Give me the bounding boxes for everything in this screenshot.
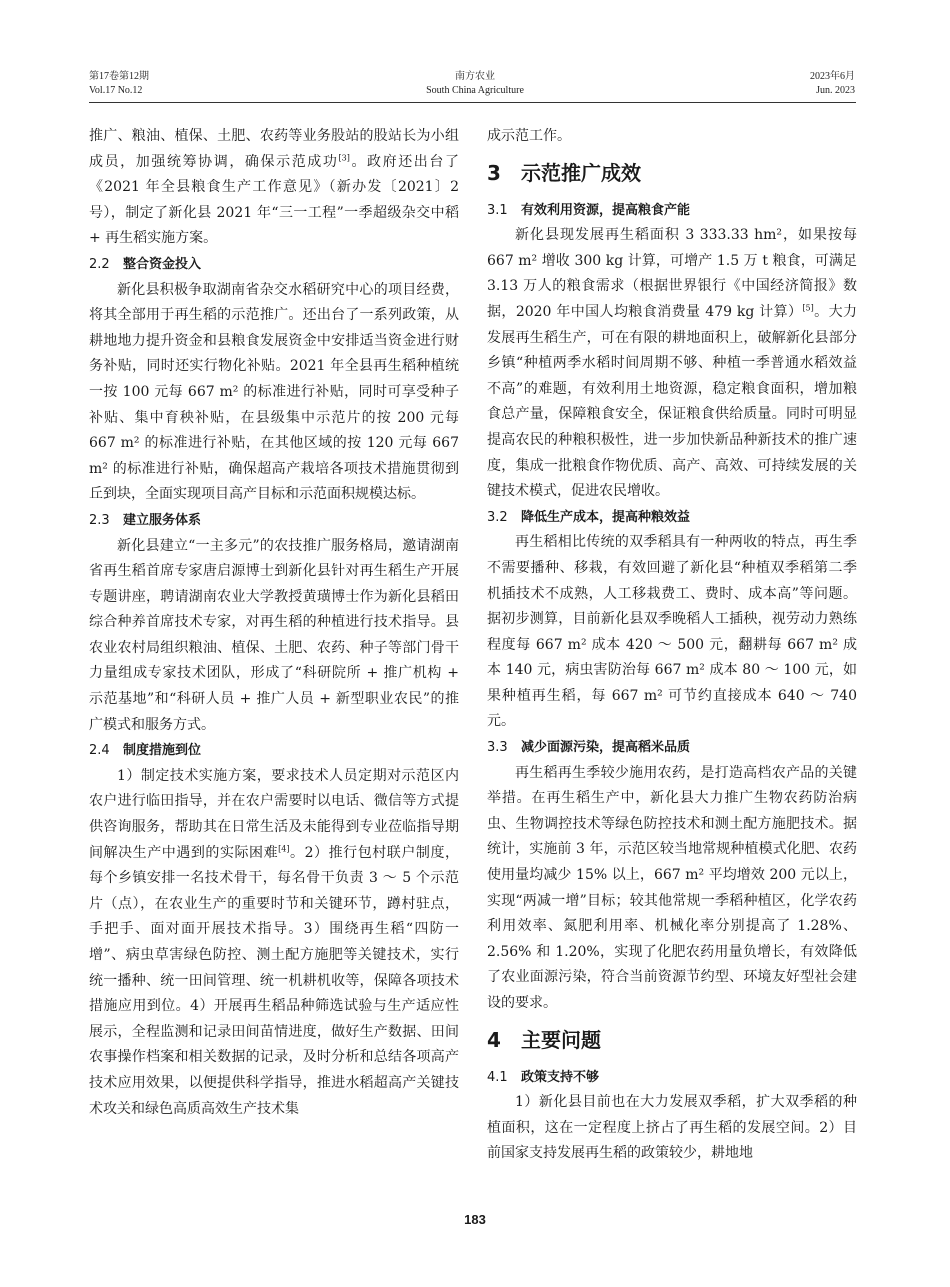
header-volume-cn: 第17卷第12期 [89,71,149,82]
citation-3: [3] [338,152,350,162]
header-date [810,70,855,98]
header-journal-en: South China Agriculture [426,85,524,96]
subheading-3-1: 3.1 有效利用资源，提高粮食产能 [487,202,691,218]
paragraph-2-3: 新化县建立“一主多元”的农技推广服务格局，邀请湖南省再生稻首席专家唐启源博士到新化县针对再生稻生产开展专题讲座，聘请湖南农业大学教授黄璜博士作为新化县稻田综合种养首席技术专家，对再生稻的种植进行技术指导。县农业农村局组织粮油、植保、土肥、农药、种子等部门骨干力量组成专家技术团队，形成了“科研院所 + 推广机构 + 示范基地”和“科研人员 + 推广人员 + 新型职业农民”的推广模式和服务方式。 [89,537,459,733]
subheading-3-2: 3.2 降低生产成本，提高种粮效益 [487,509,691,525]
paragraph-3-2: 再生稻相比传统的双季稻具有一种两收的特点，再生季不需要播种、移栽，有效回避了新化县“种植双季稻第二季机插技术不成熟，人工移栽费工、费时、成本高”等问题。据初步测算，目前新化县双季晚稻人工插秧，视劳动力熟练程度每 667 m² 成本 420 ～ 500 元，翻耕每 667 m² 成本 140 元，病虫害防治每 667 m² 成本 80 ～ 100 元，如果种植再生稻，每 667 m² 可节约直接成本 640 ～ 740 元。 [487,534,857,730]
citation-4: [4] [278,843,290,853]
right-column [487,124,857,1167]
section-heading-3: 3 示范推广成效 [487,160,641,185]
paragraph-3-1: 新化县现发展再生稻面积 3 333.33 hm²，如果按每 667 m² 增收 300 kg 计算，可增产 1.5 万 t 粮食，可满足 3.13 万人的粮食需求（根据世界银行《中国经济简报》数据，2020 年中国人均粮食消费量 479 kg 计算）[5]。大力发展再生稻生产，可在有限的耕地面积上，破解新化县部分乡镇“种植两季水稻时间周期不够、种植一季普通水稻效益不高”的难题，有效利用土地资源，稳定粮食面积，增加粮食总产量，保障粮食安全，保证粮食供给质量。同时可明显提高农民的种粮积极性，进一步加快新品种新技术的推广速度，集成一批粮食作物优质、高产、高效、可持续发展的关键技术模式，促进农民增收。 [487,227,857,500]
paragraph-2-2: 新化县积极争取湖南省杂交水稻研究中心的项目经费，将其全部用于再生稻的示范推广。还出台了一系列政策，从耕地地力提升资金和县粮食发展资金中安排适当资金进行财务补贴，同时还实行物化补贴。2021 年全县再生稻种植统一按 100 元每 667 m² 的标准进行补贴，同时可享受种子补贴、集中育秧补贴，在县级集中示范片的按 200 元每 667 m² 的标准进行补贴，在其他区域的按 120 元每 667 m² 的标准进行补贴，确保超高产栽培各项技术措施贯彻到丘到块，全面实现项目高产目标和示范面积规模达标。 [89,281,459,503]
subheading-3-3: 3.3 减少面源污染，提高稻米品质 [487,740,691,756]
subheading-2-4: 2.4 制度措施到位 [89,743,202,759]
page-number: 183 [464,1212,486,1227]
header-volume-en: Vol.17 No.12 [89,85,143,96]
paragraph-2-4: 1）制定技术实施方案，要求技术人员定期对示范区内农户进行临田指导，并在农户需要时以电话、微信等方式提供咨询服务，帮助其在日常生活及未能得到专业莅临指导期间解决生产中遇到的实际困难[4]。2）推行包村联户制度，每个乡镇安排一名技术骨干，每名骨干负责 3 ～ 5 个示范片（点），在农业生产的重要时节和关键环节，蹲村驻点，手把手、面对面开展技术指导。3）围绕再生稻“四防一增”、病虫草害绿色防控、测土配方施肥等关键技术，实行统一播种、统一田间管理、统一机耕机收等，保障各项技术措施应用到位。4）开展再生稻品种筛选试验与生产适应性展示，全程监测和记录田间苗情进度，做好生产数据、田间农事操作档案和相关数据的记录，及时分析和总结各项高产技术应用效果，以便提供科学指导，推进水稻超高产关键技术攻关和绿色高质高效生产技术集 [89,767,459,1117]
left-column [89,124,459,1122]
header-rule [89,102,856,103]
header-date-en: Jun. 2023 [816,85,855,96]
header-date-cn: 2023年6月 [810,71,855,82]
header-journal [0,70,950,98]
paragraph-3-3: 再生稻再生季较少施用农药，是打造高档农产品的关键举措。在再生稻生产中，新化县大力推广生物农药防治病虫、生物调控技术等绿色防控技术和测土配方施肥技术。据统计，实施前 3 年，示范区较当地常规种植模式化肥、农药使用量均减少 15% 以上，667 m² 平均增效 200 元以上，实现“两减一增”目标；较其他常规一季稻种植区，化学农药利用效率、氮肥利用率、机械化率分别提高了 1.28%、2.56% 和 1.20%，实现了化肥农药用量负增长，有效降低了农业面源污染，符合当前资源节约型、环境友好型社会建设的要求。 [487,764,857,1011]
citation-5: [5] [802,303,814,313]
subheading-2-2: 2.2 整合资金投入 [89,256,202,272]
header-journal-cn: 南方农业 [455,71,495,82]
paragraph-intro: 推广、粮油、植保、土肥、农药等业务股站的股站长为小组成员，加强统筹协调，确保示范成功[3]。政府还出台了《2021 年全县粮食生产工作意见》（新办发〔2021〕2 号），制定了新化县 2021 年“三一工程”一季超级杂交中稻 + 再生稻实施方案。 [89,128,459,247]
subheading-4-1: 4.1 政策支持不够 [487,1069,600,1085]
paragraph-continued: 成示范工作。 [487,128,571,144]
subheading-2-3: 2.3 建立服务体系 [89,512,202,528]
section-heading-4: 4 主要问题 [487,1027,601,1052]
paragraph-4-1: 1）新化县目前也在大力发展双季稻，扩大双季稻的种植面积，这在一定程度上挤占了再生稻的发展空间。2）目前国家支持发展再生稻的政策较少，耕地地 [487,1094,857,1162]
